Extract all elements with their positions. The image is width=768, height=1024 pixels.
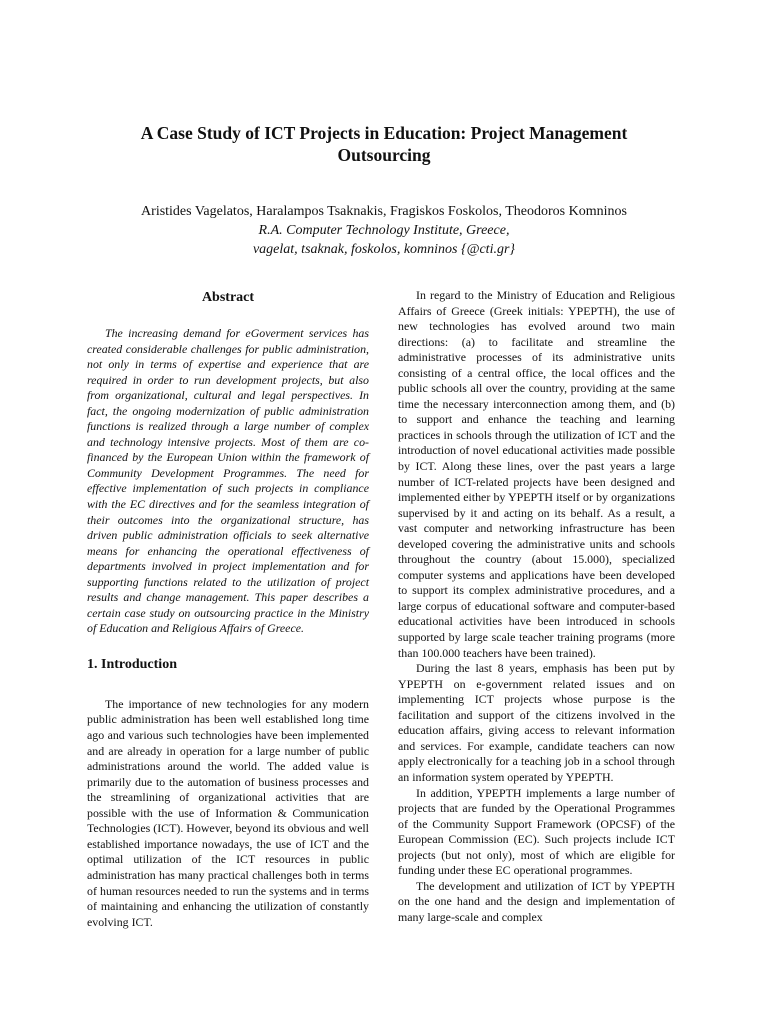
- right-column: [398, 288, 675, 925]
- affiliation-institute: R.A. Computer Technology Institute, Greece,: [258, 223, 510, 238]
- body-paragraph: During the last 8 years, emphasis has been put by YPEPTH on e-government related issues and on implementing ICT projects whose purpose is the facilitation and support of the citizens involved in the education affairs, giving access to relevant information and services. For example, candidate teachers can now apply electronically for a teaching job in a school through an information system operated by YPEPTH.: [398, 661, 675, 784]
- body-paragraph: The development and utilization of ICT by YPEPTH on the one hand and the design and implementation of many large-scale and complex: [398, 878, 675, 924]
- body-paragraph: In addition, YPEPTH implements a large number of projects that are funded by the Operational Programmes of the Community Support Framework (OPCSF) of the European Commission (EC). Such projects include ICT projects (but not only), most of which are eligible for funding under these EC operational programmes.: [398, 785, 675, 878]
- left-column: [87, 288, 369, 930]
- paper-title: A Case Study of ICT Projects in Education: Project Management Outsourcing: [140, 123, 628, 165]
- body-paragraph: In regard to the Ministry of Education and Religious Affairs of Greece (Greek initials: YPEPTH), the use of new technologies has evolved around two main directions: (a) to facilitate and streamline the administrative processes of its administrative units consisting of a central office, the local offices and the public schools all over the country, providing at the same time the necessary interconnection among them, and (b) to support and enhance the teaching and learning practices in schools through the utilization of ICT and the introduction of novel educational activities made possible by ICT. Along these lines, over the past years a large number of ICT-related projects have been designed and implemented either by YPEPTH itself or by organizations supervised by it and acting on its behalf. As a result, a vast computer and networking infrastructure has been developed covering the administrative units and schools throughout the country (about 15.000), specialized computer systems and applications have been developed to support its complex administrative procedures, and a large corpus of educational software and computer-based educational activities have been introduced in schools supported by large scale teacher training programs (more than 100.000 teachers have been trained).: [398, 288, 675, 660]
- affiliation-emails: vagelat, tsaknak, foskolos, komninos {@cti.gr}: [252, 242, 516, 257]
- author-affiliation: [60, 221, 708, 259]
- paper-authors: Aristides Vagelatos, Haralampos Tsaknakis, Fragiskos Foskolos, Theodoros Komninos: [141, 204, 627, 219]
- abstract-heading: Abstract: [201, 290, 255, 305]
- introduction-heading: 1. Introduction: [87, 656, 177, 672]
- abstract-text: The increasing demand for eGoverment services has created considerable challenges for public administration, not only in terms of expertise and experience that are required in order to run development projects, but also from organizational, cultural and legal perspectives. In fact, the ongoing modernization of public administration functions is realized through a large number of complex and technology intensive projects. Most of them are co-financed by the European Union within the framework of Community Development Programmes. The need for effective implementation of such projects in compliance with the EC directives and for the seamless integration of their outcomes into the organizational structure, has driven public administration officials to seek alternative means for enhancing the operational effectiveness of departments involved in project implementation and for supporting functions related to the utilization of project results and change management. This paper describes a certain case study on outsourcing practice in the Ministry of Education and Religious Affairs of Greece.: [87, 326, 369, 636]
- introduction-paragraph: The importance of new technologies for any modern public administration has been well established long time ago and various such technologies have been implemented and are already in operation for a large number of public administrations around the world. The added value is primarily due to the automation of business processes and the streamlining of organizational activities that are possible with the use of Information & Communication Technologies (ICT). However, beyond its obvious and well established importance nowadays, the use of ICT and the optimal utilization of the ICT resources in public administration has many practical challenges both in terms of human resources needed to run the systems and in terms of maintaining and enhancing the utilization of constantly evolving ICT.: [87, 696, 369, 929]
